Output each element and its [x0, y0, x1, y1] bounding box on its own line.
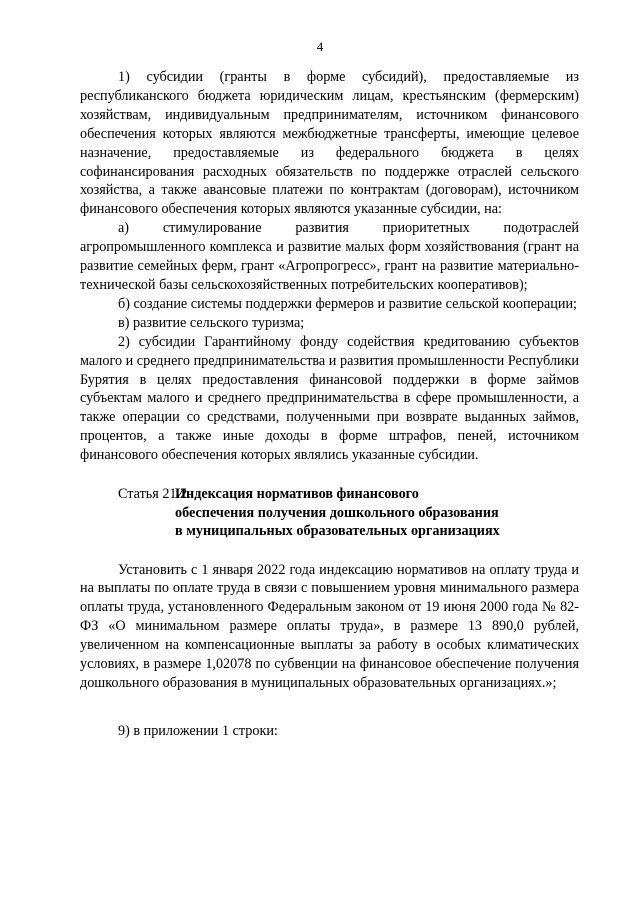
paragraph-item-a: а) стимулирование развития приоритетных подотраслей агропромышленного комплекса и развитие малых форм хозяйствования (грант на развитие семейных ферм, грант «Агропрогресс», грант на развитие материально-технической базы сельскохозяйственных потребительских кооперативов); [80, 220, 579, 293]
page-number: 4 [316, 39, 324, 54]
document-body [80, 68, 579, 741]
final-list-item: 9) в приложении 1 строки: [118, 722, 278, 739]
paragraph-item-v: в) развитие сельского туризма; [118, 314, 305, 331]
article-label: Статья 21.2. [118, 486, 191, 503]
article-body-paragraph: Установить с 1 января 2022 года индексацию нормативов на оплату труда и на выплаты по оплате труда в связи с повышением уровня минимального размера оплаты труда, установленного Федеральным законом от 19 июня 2000 года № 82-ФЗ «О минимальном размере оплаты труда», в размере 13 890,0 рублей, увеличенном на компенсационные выплаты за работу в особых климатических условиях, в размере 1,02078 по субвенции на финансовое обеспечение получения дошкольного образования в муниципальных образовательных организациях.»; [80, 561, 579, 691]
paragraph-guarantee-fund: 2) субсидии Гарантийному фонду содействия кредитованию субъектов малого и среднего предпринимательства и развития промышленности Республики Бурятия в целях предоставления финансовой поддержки в форме займов субъектам малого и среднего предпринимательства в сфере промышленности, а также операции со средствами, полученными при возврате выданных займов, процентов, а также иные доходы в форме штрафов, пеней, источником финансового обеспечения которых являлись указанные субсидии. [80, 333, 579, 464]
article-heading [80, 485, 579, 541]
article-title-line: в муниципальных образовательных организациях [175, 523, 500, 540]
article-title-line: Индексация нормативов финансового [175, 486, 419, 503]
paragraph-item-b: б) создание системы поддержки фермеров и развитие сельской кооперации; [118, 295, 577, 312]
paragraph-subsidies-grants: 1) субсидии (гранты в форме субсидий), предоставляемые из республиканского бюджета юридическим лицам, крестьянским (фермерским) хозяйствам, индивидуальным предпринимателям, источником финансового обеспечения которых являются межбюджетные трансферты, имеющие целевое назначение, предоставляемые из федерального бюджета в целях софинансирования расходных обязательств по поддержке отраслей сельского хозяйства, а также авансовые платежи по контрактам (договорам), источником финансового обеспечения которых являются указанные субсидии, на: [80, 69, 579, 218]
article-title-line: обеспечения получения дошкольного образования [175, 504, 499, 521]
